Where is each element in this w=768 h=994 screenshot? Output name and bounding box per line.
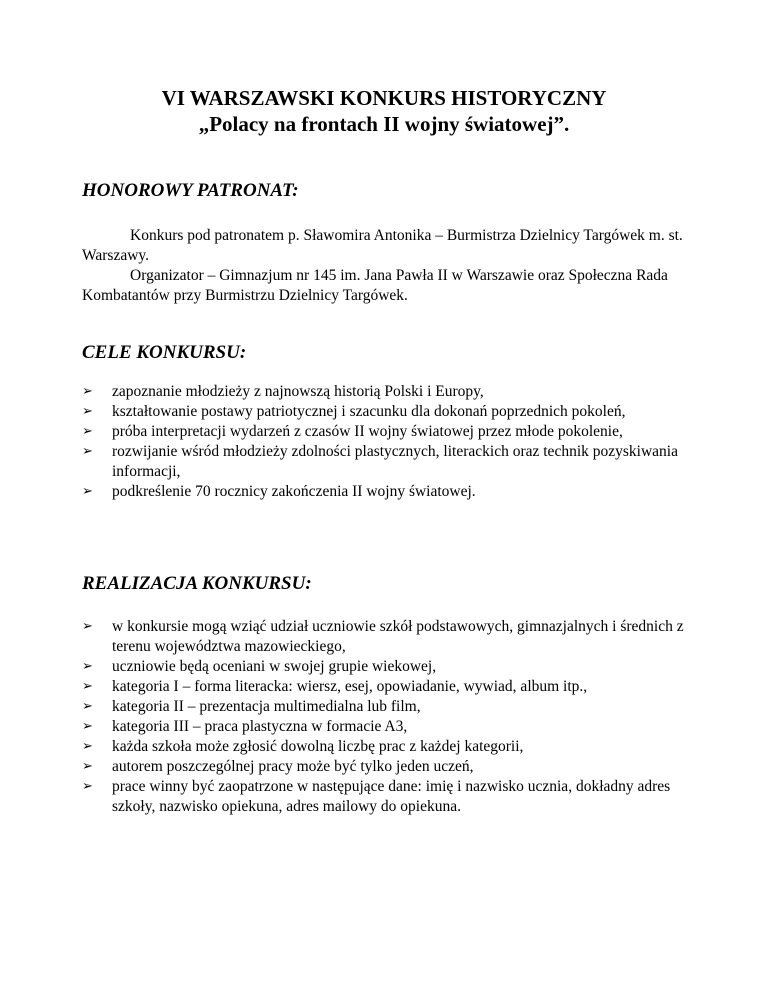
list-item-text: podkreślenie 70 rocznicy zakończenia II wojny światowej. bbox=[112, 483, 476, 500]
section-heading-patronat: HONOROWY PATRONAT: bbox=[82, 180, 299, 201]
document-subtitle: „Polacy na frontach II wojny światowej”. bbox=[198, 112, 570, 136]
list-item-text: kategoria I – forma literacka: wiersz, esej, opowiadanie, wywiad, album itp., bbox=[112, 678, 588, 695]
arrowhead-bullet-icon: ➢ bbox=[82, 404, 93, 419]
list-item bbox=[82, 717, 702, 737]
arrowhead-bullet-icon: ➢ bbox=[82, 619, 93, 634]
list-item bbox=[82, 402, 702, 422]
realizacja-list bbox=[82, 617, 702, 817]
list-item-text: w konkursie mogą wziąć udział uczniowie szkół podstawowych, gimnazjalnych i średnich z terenu województwa mazowieckiego, bbox=[112, 618, 684, 655]
list-item bbox=[82, 422, 702, 442]
list-item-text: zapoznanie młodzieży z najnowszą historią Polski i Europy, bbox=[112, 383, 484, 400]
list-item bbox=[82, 617, 702, 657]
arrowhead-bullet-icon: ➢ bbox=[82, 424, 93, 439]
arrowhead-bullet-icon: ➢ bbox=[82, 719, 93, 734]
list-item bbox=[82, 697, 702, 717]
document-title: VI WARSZAWSKI KONKURS HISTORYCZNY bbox=[161, 86, 607, 110]
list-item-text: kategoria II – prezentacja multimedialna lub film, bbox=[112, 698, 421, 715]
list-item bbox=[82, 677, 702, 697]
cele-list bbox=[82, 382, 702, 502]
list-item-text: rozwijanie wśród młodzieży zdolności plastycznych, literackich oraz technik pozyskiwania informacji, bbox=[112, 443, 678, 480]
list-item-text: próba interpretacji wydarzeń z czasów II wojny światowej przez młode pokolenie, bbox=[112, 423, 623, 440]
list-item-text: każda szkoła może zgłosić dowolną liczbę prac z każdej kategorii, bbox=[112, 738, 524, 755]
arrowhead-bullet-icon: ➢ bbox=[82, 659, 93, 674]
arrowhead-bullet-icon: ➢ bbox=[82, 699, 93, 714]
list-item bbox=[82, 442, 702, 482]
organizator-paragraph: Organizator – Gimnazjum nr 145 im. Jana Pawła II w Warszawie oraz Społeczna Rada Kombatantów przy Burmistrzu Dzielnicy Targówek. bbox=[82, 267, 668, 304]
list-item-text: kształtowanie postawy patriotycznej i szacunku dla dokonań poprzednich pokoleń, bbox=[112, 403, 626, 420]
list-item-text: kategoria III – praca plastyczna w formacie A3, bbox=[112, 718, 408, 735]
arrowhead-bullet-icon: ➢ bbox=[82, 739, 93, 754]
arrowhead-bullet-icon: ➢ bbox=[82, 679, 93, 694]
arrowhead-bullet-icon: ➢ bbox=[82, 484, 93, 499]
list-item bbox=[82, 382, 702, 402]
patronat-paragraph: Konkurs pod patronatem p. Sławomira Antonika – Burmistrza Dzielnicy Targówek m. st. Warszawy. bbox=[82, 227, 683, 264]
list-item bbox=[82, 757, 702, 777]
list-item-text: prace winny być zaopatrzone w następujące dane: imię i nazwisko ucznia, dokładny adres szkoły, nazwisko opiekuna, adres mailowy do opiekuna. bbox=[112, 778, 671, 815]
list-item-text: autorem poszczególnej pracy może być tylko jeden uczeń, bbox=[112, 758, 474, 775]
list-item bbox=[82, 482, 702, 502]
list-item-text: uczniowie będą oceniani w swojej grupie wiekowej, bbox=[112, 658, 437, 675]
section-heading-cele: CELE KONKURSU: bbox=[82, 342, 247, 363]
arrowhead-bullet-icon: ➢ bbox=[82, 444, 93, 459]
arrowhead-bullet-icon: ➢ bbox=[82, 384, 93, 399]
list-item bbox=[82, 657, 702, 677]
arrowhead-bullet-icon: ➢ bbox=[82, 759, 93, 774]
list-item bbox=[82, 737, 702, 757]
list-item bbox=[82, 777, 702, 817]
section-heading-realizacja: REALIZACJA KONKURSU: bbox=[82, 573, 312, 594]
arrowhead-bullet-icon: ➢ bbox=[82, 779, 93, 794]
